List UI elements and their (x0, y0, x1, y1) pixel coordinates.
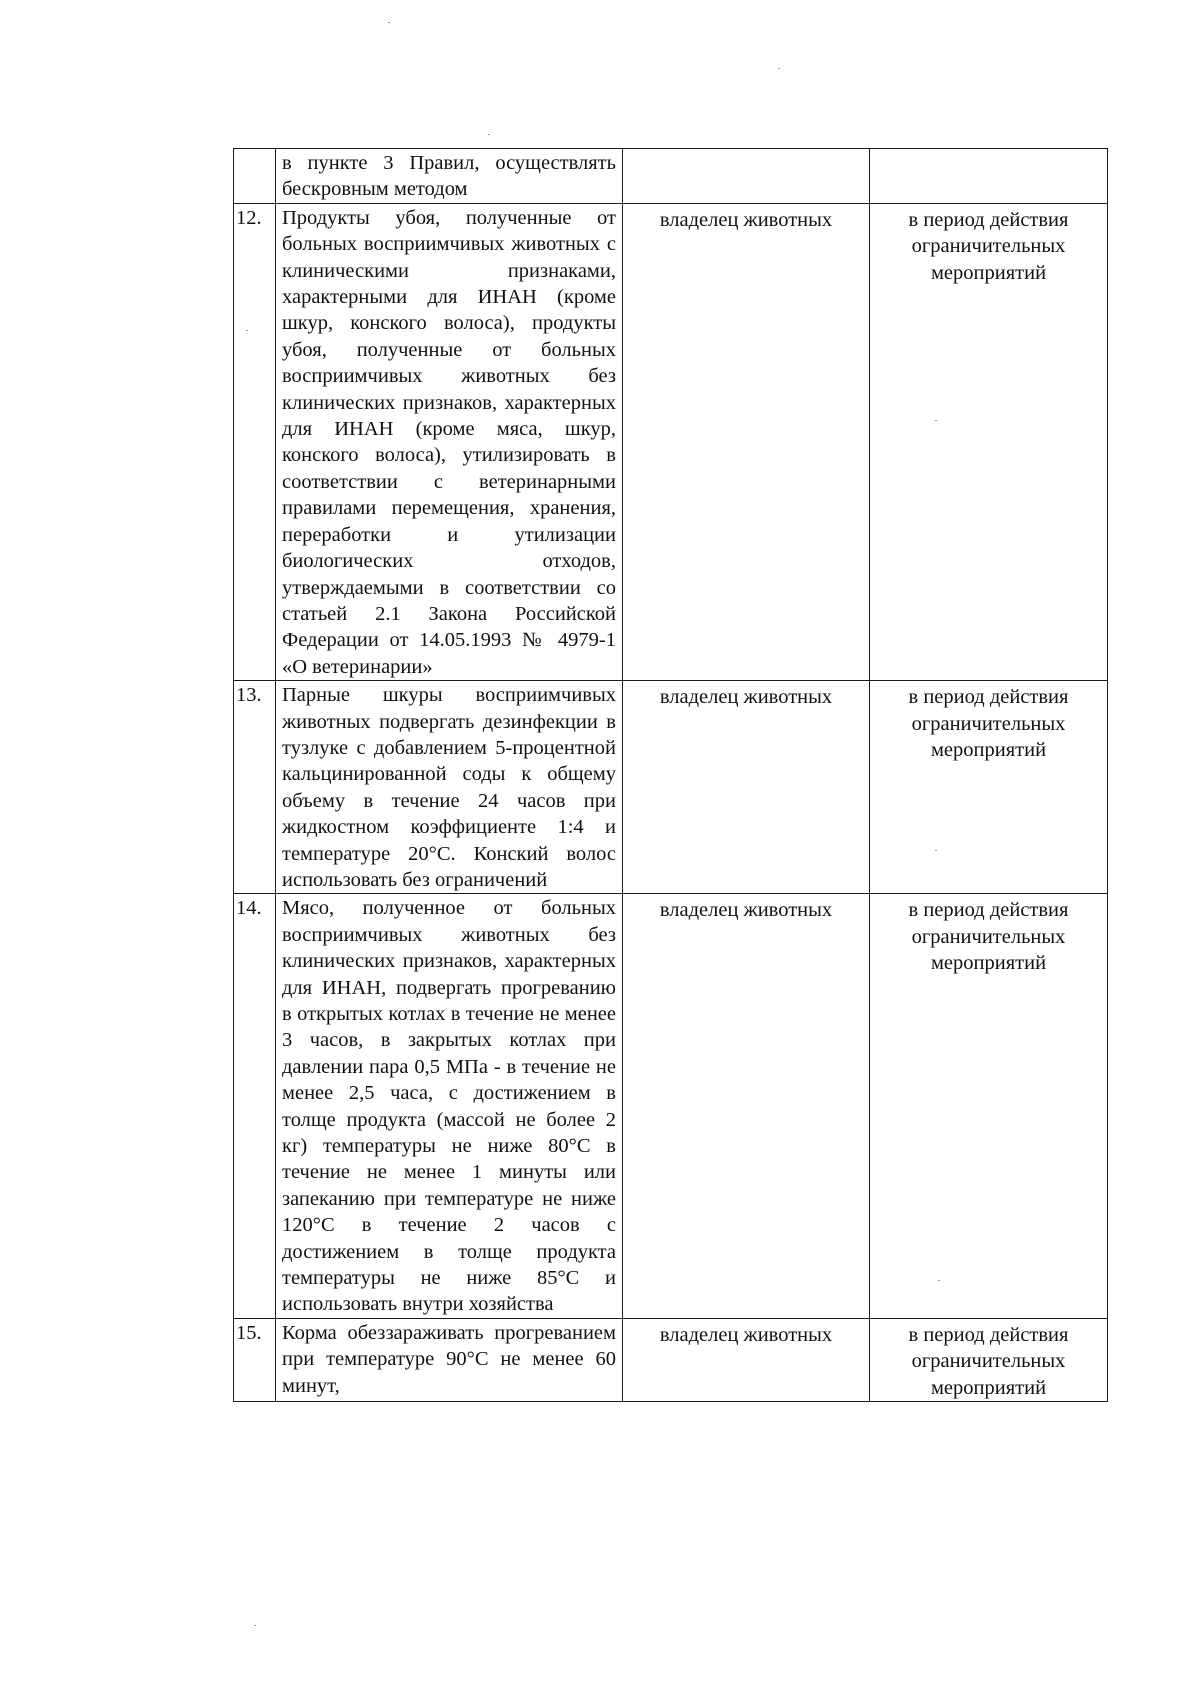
scan-speck (488, 134, 490, 135)
period-line: ограничительных (911, 1350, 1066, 1373)
table-row (234, 203, 1108, 680)
period-line: в период действия (908, 1323, 1069, 1346)
row-number: 13. (234, 681, 276, 894)
scan-speck (778, 68, 780, 69)
period-line: в период действия (908, 686, 1069, 709)
table-row (234, 149, 1108, 204)
execution-period (870, 1318, 1108, 1401)
period-line: мероприятий (930, 952, 1047, 975)
execution-period (870, 894, 1108, 1319)
scan-speck (388, 22, 390, 23)
execution-period (870, 203, 1108, 680)
period-line: мероприятий (930, 738, 1047, 761)
scan-speck (254, 1625, 256, 1626)
execution-period (870, 681, 1108, 894)
row-number (234, 149, 276, 204)
period-line: в период действия (908, 899, 1069, 922)
row-number: 12. (234, 203, 276, 680)
measure-text: Мясо, полученное от больных восприимчивых животных без клинических признаков, характерных для ИНАН, подвергать прогреванию в открытых котлах в течение не менее 3 часов, в закрытых котлах при давлении пара 0,5 МПа - в течение не менее 2,5 часа, с достижением в толще продукта (массой не более 2 кг) температуры не ниже 80°С в течение не менее 1 минуты или запеканию при температуре не ниже 120°С в течение 2 часов с достижением в толще продукта температуры не ниже 85°С и использовать внутри хозяйства (276, 894, 623, 1319)
period-line: мероприятий (930, 261, 1047, 284)
table-row (234, 681, 1108, 894)
table-row (234, 1318, 1108, 1401)
measure-text: Продукты убоя, полученные от больных восприимчивых животных с клиническими признаками, характерными для ИНАН (кроме шкур, конского волоса), продукты убоя, полученные от больных восприимчивых животных без клинических признаков, характерных для ИНАН (кроме мяса, шкур, конского волоса), утилизировать в соответствии с ветеринарными правилами перемещения, хранения, переработки и утилизации биологических отходов, утверждаемыми в соответствии со статьей 2.1 Закона Российской Федерации от 14.05.1993 № 4979-1 «О ветеринарии» (276, 203, 623, 680)
responsible-party: владелец животных (623, 894, 870, 1319)
row-number: 15. (234, 1318, 276, 1401)
period-line: в период действия (908, 208, 1069, 231)
responsible-party (623, 149, 870, 204)
responsible-party: владелец животных (623, 1318, 870, 1401)
measure-text: Парные шкуры восприимчивых животных подвергать дезинфекции в тузлуке с добавлением 5-процентной кальцинированной соды к общему объему в течение 24 часов при жидкостном коэффициенте 1:4 и температуре 20°С. Конский волос использовать без ограничений (276, 681, 623, 894)
measure-text: в пункте 3 Правил, осуществлять бескровным методом (276, 149, 623, 204)
period-line: ограничительных (911, 235, 1066, 258)
period-line: мероприятий (930, 1376, 1047, 1399)
responsible-party: владелец животных (623, 681, 870, 894)
period-line: ограничительных (911, 712, 1066, 735)
execution-period (870, 149, 1108, 204)
table-row (234, 894, 1108, 1319)
measures-table (233, 148, 1108, 1402)
responsible-party: владелец животных (623, 203, 870, 680)
measure-text: Корма обеззараживать прогреванием при температуре 90°С не менее 60 минут, (276, 1318, 623, 1401)
period-line: ограничительных (911, 925, 1066, 948)
row-number: 14. (234, 894, 276, 1319)
